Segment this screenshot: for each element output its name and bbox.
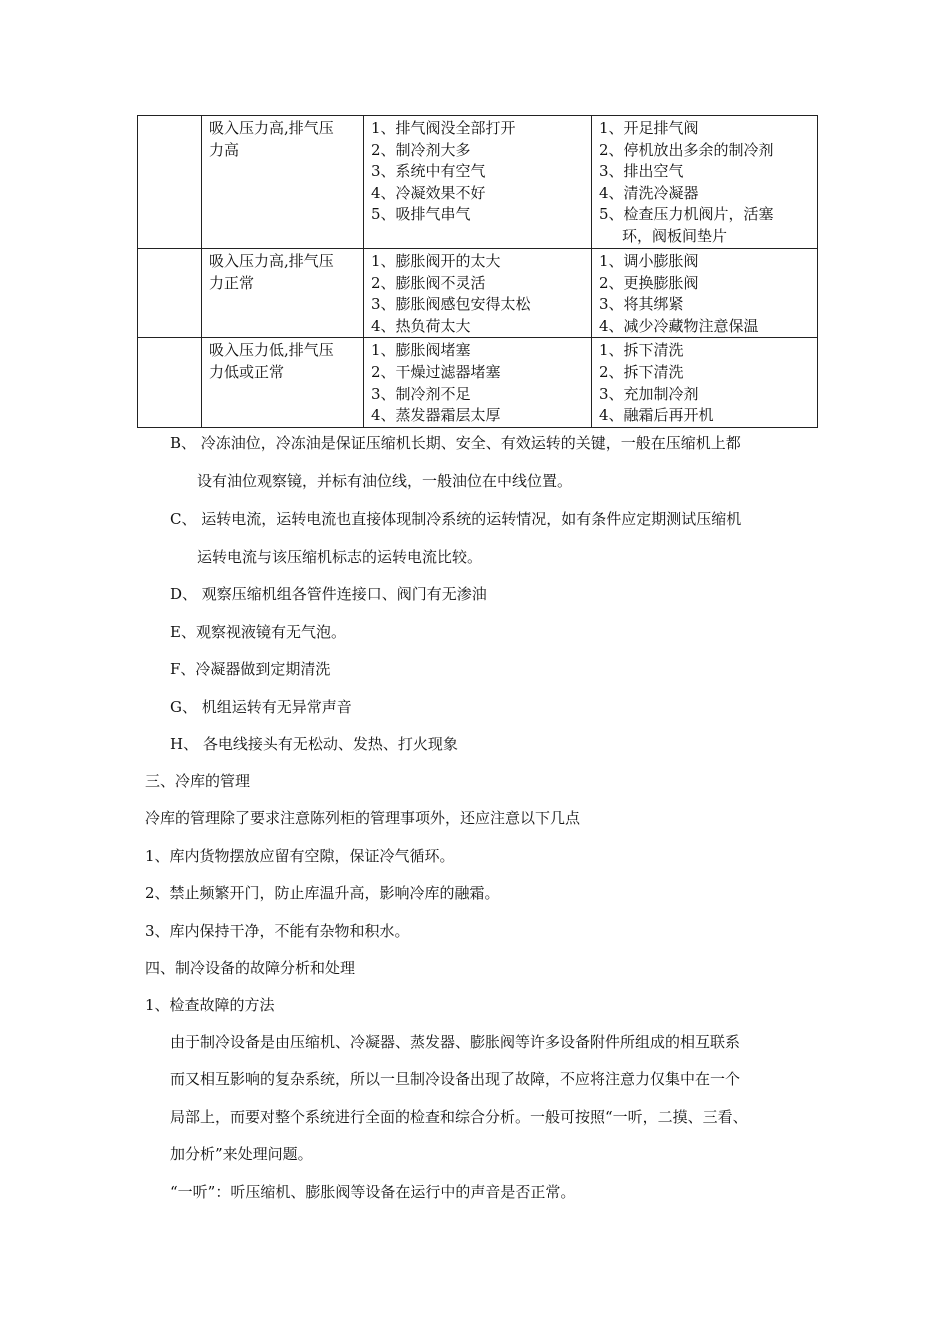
cause-cell xyxy=(364,249,592,338)
section-heading: 三、冷库的管理 xyxy=(145,772,251,790)
cause-line: 1、膨胀阀开的太大 xyxy=(371,252,501,270)
table-row xyxy=(138,338,818,427)
item-b-continued: 设有油位观察镜，并标有油位线，一般油位在中线位置。 xyxy=(197,472,573,490)
section-heading: 四、制冷设备的故障分析和处理 xyxy=(145,959,356,977)
remedy-cell xyxy=(592,116,818,249)
cause-line: 4、冷凝效果不好 xyxy=(371,183,486,202)
cause-line: 4、热负荷太大 xyxy=(371,316,471,335)
cause-cell xyxy=(364,338,592,427)
cause-line: 2、膨胀阀不灵活 xyxy=(371,273,486,292)
section-intro: 冷库的管理除了要求注意陈列柜的管理事项外，还应注意以下几点 xyxy=(145,809,581,827)
body-line: “一听”：听压缩机、膨胀阀等设备在运行中的声音是否正常。 xyxy=(170,1183,576,1201)
remedy-line: 4、清洗冷凝器 xyxy=(599,183,699,202)
body-line: 加分析”来处理问题。 xyxy=(170,1145,313,1163)
cause-line: 1、排气阀没全部打开 xyxy=(371,119,516,137)
remedy-line: 4、融霜后再开机 xyxy=(599,406,714,425)
remedy-line: 3、排出空气 xyxy=(599,162,684,181)
item-e: E、观察视液镜有无气泡。 xyxy=(170,623,346,641)
blank-cell xyxy=(138,249,202,338)
subsection-heading: 1、检查故障的方法 xyxy=(145,996,275,1014)
cause-line: 4、蒸发器霜层太厚 xyxy=(371,406,501,425)
table-row xyxy=(138,249,818,338)
cause-line: 3、制冷剂不足 xyxy=(371,384,471,403)
item-g: G、 机组运转有无异常声音 xyxy=(170,698,352,716)
symptom-line: 力高 xyxy=(209,140,240,159)
item-c: C、 运转电流，运转电流也直接体现制冷系统的运转情况，如有条件应定期测试压缩机 xyxy=(170,510,742,528)
body-line: 而又相互影响的复杂系统，所以一旦制冷设备出现了故障，不应将注意力仅集中在一个 xyxy=(170,1070,741,1088)
item-d: D、 观察压缩机组各管件连接口、阀门有无渗油 xyxy=(170,585,487,603)
remedy-line: 4、减少冷藏物注意保温 xyxy=(599,316,759,335)
cause-line: 3、系统中有空气 xyxy=(371,162,486,181)
cause-line: 1、膨胀阀堵塞 xyxy=(371,341,471,360)
remedy-line: 2、停机放出多余的制冷剂 xyxy=(599,140,774,159)
blank-cell xyxy=(138,116,202,249)
item-h: H、 各电线接头有无松动、发热、打火现象 xyxy=(170,735,458,753)
cause-line: 3、膨胀阀感包安得太松 xyxy=(371,295,531,314)
remedy-line: 5、检查压力机阀片，活塞 xyxy=(599,205,774,224)
cause-line: 5、吸排气串气 xyxy=(371,205,471,224)
symptom-line: 力低或正常 xyxy=(209,362,285,381)
remedy-line: 1、开足排气阀 xyxy=(599,119,699,137)
blank-cell xyxy=(138,338,202,427)
cause-line: 2、制冷剂大多 xyxy=(371,140,471,159)
item-f: F、冷凝器做到定期清洗 xyxy=(170,660,331,678)
remedy-line: 1、拆下清洗 xyxy=(599,341,684,360)
fault-table xyxy=(137,115,818,428)
remedy-line: 3、将其绑紧 xyxy=(599,295,684,314)
symptom-line: 吸入压力高,排气压 xyxy=(209,119,334,137)
symptom-cell xyxy=(202,338,364,427)
list-item: 3、库内保持干净，不能有杂物和积水。 xyxy=(145,922,410,940)
symptom-cell xyxy=(202,249,364,338)
remedy-line: 3、充加制冷剂 xyxy=(599,384,699,403)
cause-line: 2、干燥过滤器堵塞 xyxy=(371,362,501,381)
remedy-line: 2、拆下清洗 xyxy=(599,362,684,381)
list-item: 1、库内货物摆放应留有空隙，保证冷气循环。 xyxy=(145,847,455,865)
symptom-cell xyxy=(202,116,364,249)
remedy-line: 环，阀板间垫片 xyxy=(622,226,728,245)
remedy-cell xyxy=(592,338,818,427)
item-c-continued: 运转电流与该压缩机标志的运转电流比较。 xyxy=(197,548,483,566)
body-line: 由于制冷设备是由压缩机、冷凝器、蒸发器、膨胀阀等许多设备附件所组成的相互联系 xyxy=(170,1033,741,1051)
remedy-cell xyxy=(592,249,818,338)
cause-cell xyxy=(364,116,592,249)
symptom-line: 吸入压力低,排气压 xyxy=(209,341,334,360)
list-item: 2、禁止频繁开门，防止库温升高，影响冷库的融霜。 xyxy=(145,884,500,902)
body-line: 局部上，而要对整个系统进行全面的检查和综合分析。一般可按照“一听，二摸、三看、 xyxy=(170,1108,748,1126)
table-row xyxy=(138,116,818,249)
remedy-line: 1、调小膨胀阀 xyxy=(599,252,699,270)
symptom-line: 吸入压力高,排气压 xyxy=(209,252,334,270)
remedy-line: 2、更换膨胀阀 xyxy=(599,273,699,292)
symptom-line: 力正常 xyxy=(209,273,255,292)
item-b: B、 冷冻油位，冷冻油是保证压缩机长期、安全、有效运转的关键，一般在压缩机上都 xyxy=(170,434,741,452)
